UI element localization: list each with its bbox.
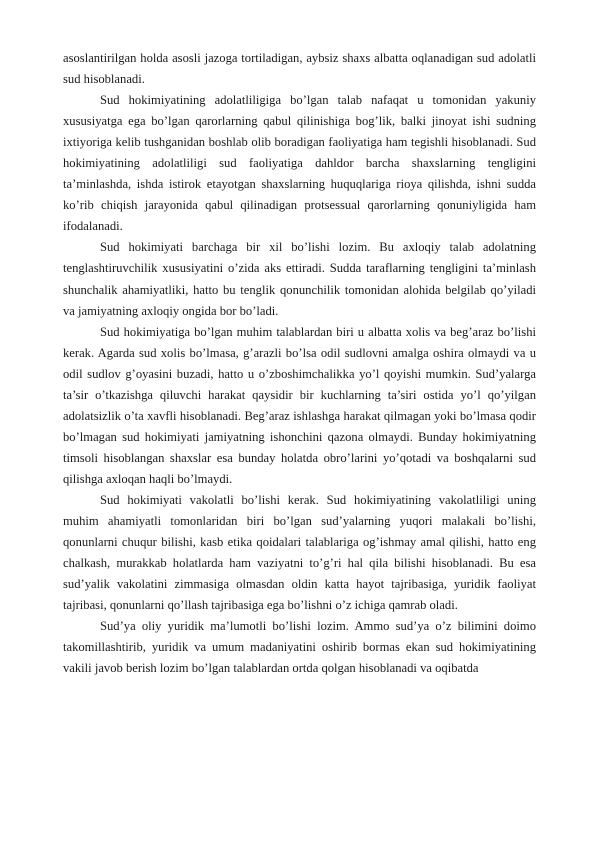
paragraph-4: Sud hokimiyatiga bo’lgan muhim talablardan biri u albatta xolis va beg’araz bo’lishi kerak. Agarda sud xolis bo’lmasa, g’arazli bo’lsa odil sudlovni amalga oshira olmaydi va u odil sudlov g’oyasini buzadi, hatto u o’zboshimchalikka yo’l qoyishi mumkin. Sud’yalarga ta’sir o’tkazishga qiluvchi harakat qaysidir bir kuchlarning ta’siri ostida yo’l qo’yilgan adolatsizlik o’ta xavfli hisoblanadi. Beg’araz ishlashga harakat qilmagan yoki bo’lmasa qodir bo’lmagan sud hokimiyati jamiyatning ishonchini qazona olmaydi. Bunday hokimiyatning timsoli hisoblangan shaxslar esa bunday holatda obro’larini yo’qotadi va boshqalarni sud qilishga axloqan haqli bo’lmaydi. <box>63 324 536 486</box>
paragraph-5: Sud hokimiyati vakolatli bo’lishi kerak. Sud hokimiyatining vakolatliligi uning muhim ahamiyatli tomonlaridan biri bo’lgan sud’yalarning yuqori malakali bo’lishi, qonunlarni chuqur bilishi, kasb etika qoidalari talablariga og’ishmay amal qilishi, hatto eng chalkash, murakkab holatlarda ham vaziyatni to’g’ri hal qila bilishi hisoblanadi. Bu esa sud’yalik vakolatini zimmasiga olmasdan oldin katta hayot tajribasiga, yuridik faoliyat tajribasi, qonunlarni qo’llash tajribasiga ega bo’lishni o’z ichiga qamrab oladi. <box>63 492 536 613</box>
paragraph-3: Sud hokimiyati barchaga bir xil bo’lishi lozim. Bu axloqiy talab adolatning tenglashtiruvchilik xususiyatini o’zida aks ettiradi. Sudda taraflarning tengligini ta’minlash shunchalik ahamiyatliki, hatto bu tenglik qonunchilik tomonidan alohida belgilab qo’yiladi va jamiyatning axloqiy ongida bor bo’ladi. <box>63 240 536 318</box>
document-body <box>63 48 536 679</box>
paragraph-6: Sud’ya oliy yuridik ma’lumotli bo’lishi lozim. Ammo sud’ya o’z bilimini doimo takomillashtirib, yuridik va umum madaniyatini oshirib bormas ekan sud hokimiyatining vakili javob berish lozim bo’lgan talablardan ortda qolgan hisoblanadi va oqibatda <box>63 619 536 676</box>
paragraph-1: asoslantirilgan holda asosli jazoga tortiladigan, aybsiz shaxs albatta oqlanadigan sud adolatli sud hisoblanadi. <box>63 51 536 87</box>
paragraph-2: Sud hokimiyatining adolatliligiga bo’lgan talab nafaqat u tomonidan yakuniy xususiyatga ega bo’lgan qarorlarning qabul qilinishiga bog’lik, balki jinoyat ishi sudning ixtiyoriga kelib tushganidan boshlab olib boradigan faoliyatiga ham tegishli hisoblanadi. Sud hokimiyatining adolatliligi sud faoliyatiga dahldor barcha shaxslarning tengligini ta’minlashda, ishda istirok etayotgan shaxslarning huquqlariga rioya qilishda, ishni sudda ko’rib chiqish jarayonida qabul qilinadigan protsessual qarorlarning qonuniyligida ham ifodalanadi. <box>63 93 536 234</box>
